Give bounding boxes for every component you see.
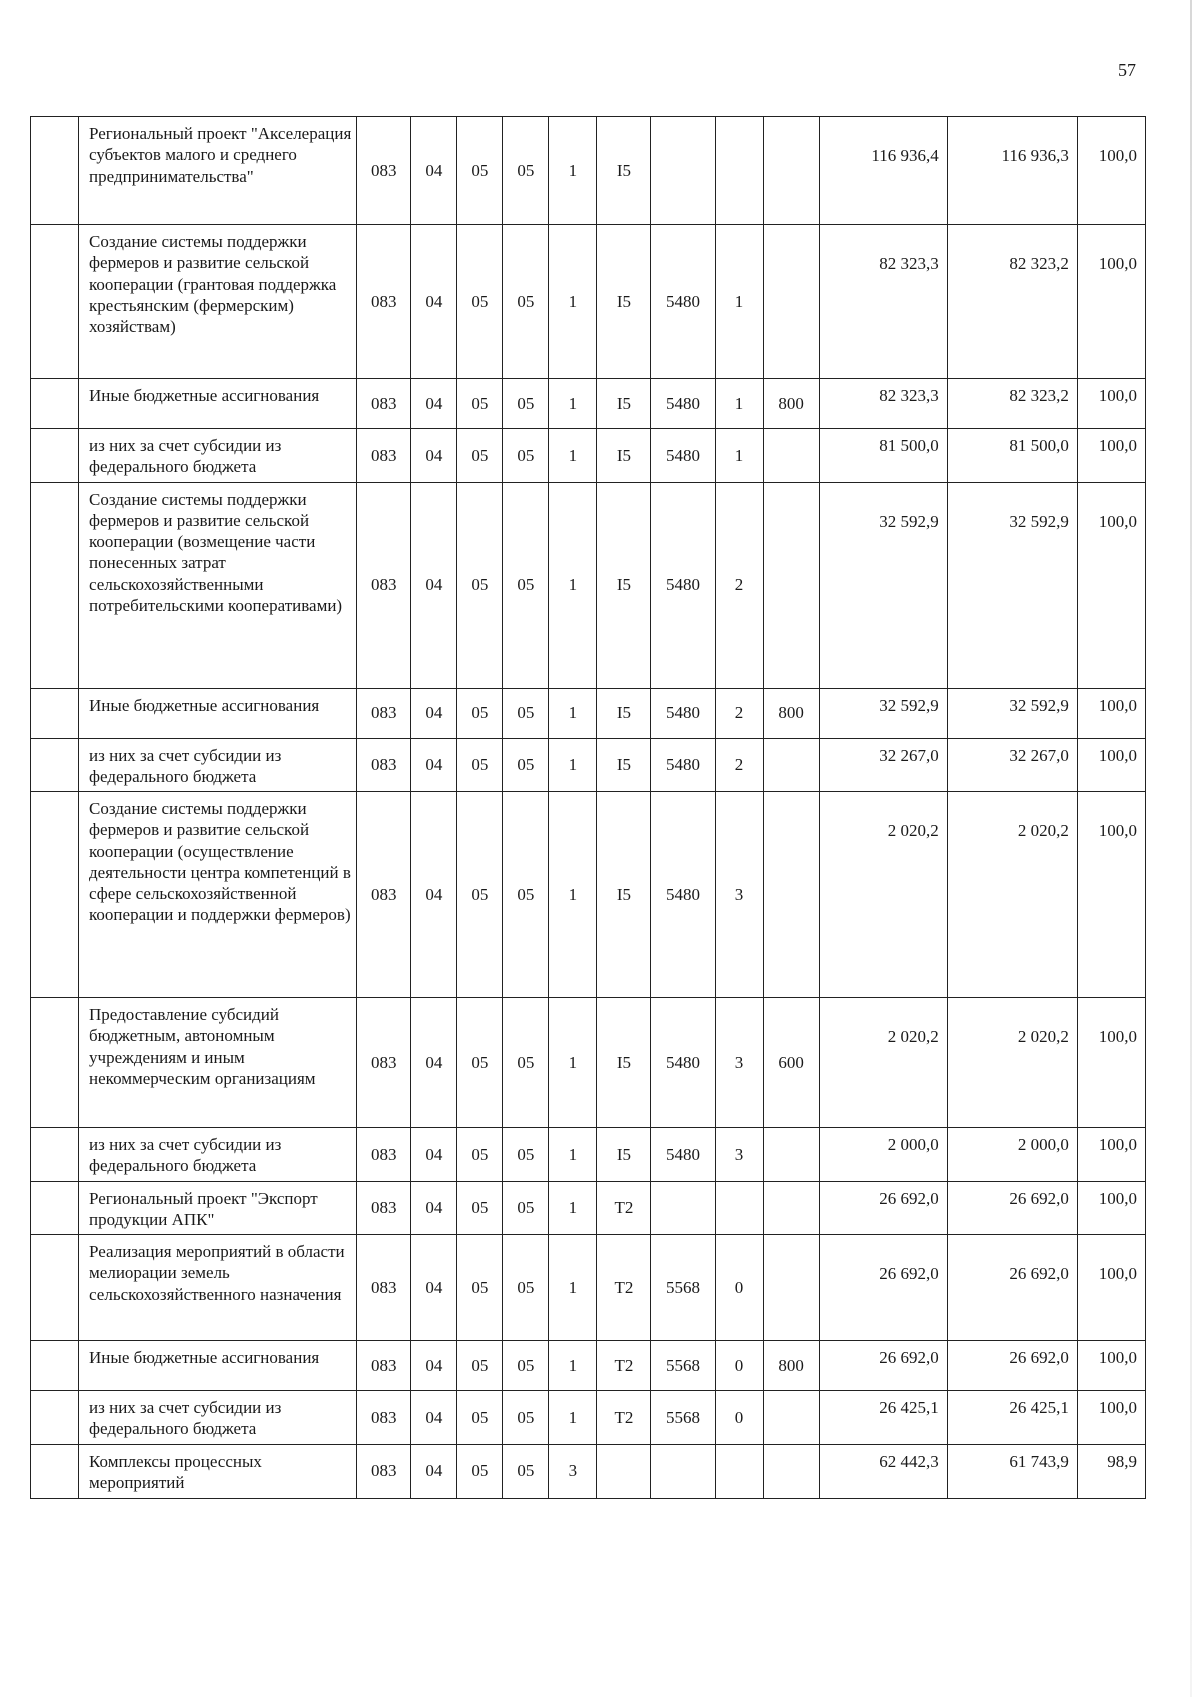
cell-percent: 100,0: [1077, 1128, 1145, 1182]
cell-code-9: 800: [763, 379, 819, 429]
cell-fact: 26 425,1: [947, 1391, 1077, 1445]
cell-code-9: 600: [763, 998, 819, 1128]
cell-blank: [31, 792, 79, 998]
cell-name: Иные бюджетные ассигнования: [79, 688, 357, 738]
cell-code-4: 05: [503, 998, 549, 1128]
cell-plan: 26 692,0: [819, 1235, 947, 1341]
cell-code-7: 5480: [651, 738, 715, 792]
cell-code-4: 05: [503, 1128, 549, 1182]
cell-percent: 100,0: [1077, 482, 1145, 688]
cell-code-2: 04: [411, 792, 457, 998]
cell-code-4: 05: [503, 1391, 549, 1445]
cell-code-9: 800: [763, 688, 819, 738]
cell-blank: [31, 1391, 79, 1445]
table-row: [31, 792, 1146, 998]
cell-code-1: 083: [357, 379, 411, 429]
cell-code-5: 1: [549, 688, 597, 738]
cell-code-2: 04: [411, 482, 457, 688]
cell-code-5: 1: [549, 998, 597, 1128]
cell-code-7: 5480: [651, 792, 715, 998]
cell-code-5: 1: [549, 379, 597, 429]
cell-code-8: 3: [715, 792, 763, 998]
cell-code-8: 1: [715, 429, 763, 483]
cell-code-3: 05: [457, 792, 503, 998]
table-row: [31, 1181, 1146, 1235]
table-row: [31, 429, 1146, 483]
table-row: [31, 1341, 1146, 1391]
cell-code-8: 2: [715, 482, 763, 688]
cell-code-5: 1: [549, 1181, 597, 1235]
cell-code-3: 05: [457, 482, 503, 688]
cell-code-7: 5480: [651, 998, 715, 1128]
cell-code-7: 5480: [651, 688, 715, 738]
cell-percent: 100,0: [1077, 792, 1145, 998]
cell-fact: 116 936,3: [947, 117, 1077, 225]
cell-code-8: [715, 117, 763, 225]
cell-percent: 100,0: [1077, 998, 1145, 1128]
cell-code-2: 04: [411, 1128, 457, 1182]
cell-code-6: I5: [597, 738, 651, 792]
cell-code-9: [763, 1444, 819, 1498]
cell-code-6: T2: [597, 1181, 651, 1235]
cell-percent: 100,0: [1077, 225, 1145, 379]
cell-name: Реализация мероприятий в области мелиорации земель сельскохозяйственного назначения: [79, 1235, 357, 1341]
cell-plan: 26 692,0: [819, 1181, 947, 1235]
cell-code-4: 05: [503, 1444, 549, 1498]
cell-name: Иные бюджетные ассигнования: [79, 1341, 357, 1391]
cell-code-2: 04: [411, 998, 457, 1128]
cell-fact: 2 020,2: [947, 998, 1077, 1128]
cell-code-5: 1: [549, 429, 597, 483]
cell-code-7: 5480: [651, 379, 715, 429]
cell-code-8: 1: [715, 225, 763, 379]
cell-code-9: [763, 1391, 819, 1445]
cell-percent: 100,0: [1077, 379, 1145, 429]
cell-blank: [31, 1235, 79, 1341]
cell-code-9: [763, 117, 819, 225]
cell-fact: 61 743,9: [947, 1444, 1077, 1498]
cell-name: Региональный проект "Акселерация субъектов малого и среднего предпринимательства": [79, 117, 357, 225]
cell-code-8: [715, 1181, 763, 1235]
cell-code-6: I5: [597, 117, 651, 225]
cell-fact: 32 592,9: [947, 482, 1077, 688]
cell-blank: [31, 379, 79, 429]
cell-plan: 82 323,3: [819, 379, 947, 429]
cell-plan: 32 592,9: [819, 688, 947, 738]
cell-fact: 82 323,2: [947, 225, 1077, 379]
cell-code-1: 083: [357, 1444, 411, 1498]
cell-fact: 82 323,2: [947, 379, 1077, 429]
cell-code-8: 3: [715, 1128, 763, 1182]
cell-percent: 100,0: [1077, 117, 1145, 225]
cell-plan: 26 425,1: [819, 1391, 947, 1445]
cell-code-4: 05: [503, 225, 549, 379]
cell-code-9: [763, 225, 819, 379]
cell-code-7: 5480: [651, 429, 715, 483]
cell-code-7: 5480: [651, 482, 715, 688]
cell-code-1: 083: [357, 429, 411, 483]
cell-name: из них за счет субсидии из федерального бюджета: [79, 738, 357, 792]
cell-percent: 100,0: [1077, 1235, 1145, 1341]
cell-plan: 2 000,0: [819, 1128, 947, 1182]
cell-name: из них за счет субсидии из федерального бюджета: [79, 1128, 357, 1182]
cell-plan: 82 323,3: [819, 225, 947, 379]
page-number: 57: [1118, 60, 1136, 80]
cell-code-5: 1: [549, 1341, 597, 1391]
cell-code-6: I5: [597, 998, 651, 1128]
cell-code-7: 5568: [651, 1235, 715, 1341]
cell-code-7: [651, 1181, 715, 1235]
cell-code-4: 05: [503, 792, 549, 998]
table-row: [31, 117, 1146, 225]
cell-plan: 116 936,4: [819, 117, 947, 225]
cell-code-3: 05: [457, 1341, 503, 1391]
cell-blank: [31, 117, 79, 225]
cell-code-9: [763, 1235, 819, 1341]
cell-name: из них за счет субсидии из федерального бюджета: [79, 429, 357, 483]
cell-code-8: 2: [715, 738, 763, 792]
cell-code-5: 1: [549, 792, 597, 998]
cell-name: Создание системы поддержки фермеров и развитие сельской кооперации (осуществление деятельности центра компетенций в сфере сельскохозяйственной кооперации и поддержки фермеров): [79, 792, 357, 998]
cell-code-4: 05: [503, 117, 549, 225]
cell-code-2: 04: [411, 1444, 457, 1498]
cell-code-5: 1: [549, 482, 597, 688]
cell-code-6: T2: [597, 1341, 651, 1391]
cell-code-4: 05: [503, 429, 549, 483]
cell-code-1: 083: [357, 1341, 411, 1391]
cell-code-9: [763, 1181, 819, 1235]
cell-code-6: I5: [597, 482, 651, 688]
cell-code-8: 0: [715, 1235, 763, 1341]
cell-code-1: 083: [357, 1391, 411, 1445]
cell-code-2: 04: [411, 1341, 457, 1391]
cell-code-3: 05: [457, 1181, 503, 1235]
cell-code-5: 1: [549, 1391, 597, 1445]
cell-code-1: 083: [357, 688, 411, 738]
cell-code-4: 05: [503, 738, 549, 792]
cell-code-3: 05: [457, 688, 503, 738]
cell-code-3: 05: [457, 1391, 503, 1445]
cell-code-5: 1: [549, 1128, 597, 1182]
cell-percent: 98,9: [1077, 1444, 1145, 1498]
cell-code-2: 04: [411, 688, 457, 738]
cell-blank: [31, 1444, 79, 1498]
cell-blank: [31, 998, 79, 1128]
cell-code-2: 04: [411, 429, 457, 483]
table-row: [31, 738, 1146, 792]
cell-code-3: 05: [457, 738, 503, 792]
cell-code-4: 05: [503, 1341, 549, 1391]
cell-percent: 100,0: [1077, 1181, 1145, 1235]
cell-plan: 32 267,0: [819, 738, 947, 792]
cell-code-5: 1: [549, 117, 597, 225]
cell-code-4: 05: [503, 1235, 549, 1341]
cell-code-8: 0: [715, 1391, 763, 1445]
cell-code-7: 5568: [651, 1341, 715, 1391]
cell-code-2: 04: [411, 379, 457, 429]
cell-code-7: 5568: [651, 1391, 715, 1445]
cell-code-3: 05: [457, 998, 503, 1128]
cell-fact: 2 000,0: [947, 1128, 1077, 1182]
cell-blank: [31, 225, 79, 379]
cell-name: Иные бюджетные ассигнования: [79, 379, 357, 429]
cell-code-9: [763, 429, 819, 483]
cell-code-6: I5: [597, 379, 651, 429]
cell-code-6: I5: [597, 688, 651, 738]
cell-code-1: 083: [357, 1181, 411, 1235]
cell-code-5: 1: [549, 225, 597, 379]
cell-percent: 100,0: [1077, 1391, 1145, 1445]
cell-fact: 26 692,0: [947, 1181, 1077, 1235]
cell-code-7: 5480: [651, 225, 715, 379]
cell-code-4: 05: [503, 1181, 549, 1235]
table-row: [31, 379, 1146, 429]
cell-code-7: [651, 1444, 715, 1498]
cell-plan: 2 020,2: [819, 792, 947, 998]
cell-fact: 2 020,2: [947, 792, 1077, 998]
cell-code-1: 083: [357, 1128, 411, 1182]
cell-code-9: [763, 482, 819, 688]
cell-code-1: 083: [357, 998, 411, 1128]
cell-code-1: 083: [357, 225, 411, 379]
cell-code-8: [715, 1444, 763, 1498]
cell-plan: 62 442,3: [819, 1444, 947, 1498]
cell-code-1: 083: [357, 738, 411, 792]
cell-fact: 26 692,0: [947, 1235, 1077, 1341]
cell-percent: 100,0: [1077, 1341, 1145, 1391]
cell-code-2: 04: [411, 738, 457, 792]
cell-code-8: 0: [715, 1341, 763, 1391]
cell-code-2: 04: [411, 225, 457, 379]
table-row: [31, 998, 1146, 1128]
cell-plan: 32 592,9: [819, 482, 947, 688]
cell-code-1: 083: [357, 792, 411, 998]
cell-code-6: I5: [597, 225, 651, 379]
cell-code-1: 083: [357, 482, 411, 688]
table-row: [31, 688, 1146, 738]
budget-table: [30, 116, 1146, 1499]
cell-code-9: [763, 792, 819, 998]
cell-code-3: 05: [457, 117, 503, 225]
cell-plan: 81 500,0: [819, 429, 947, 483]
cell-plan: 26 692,0: [819, 1341, 947, 1391]
cell-code-3: 05: [457, 379, 503, 429]
cell-blank: [31, 482, 79, 688]
cell-blank: [31, 429, 79, 483]
cell-fact: 26 692,0: [947, 1341, 1077, 1391]
cell-name: Комплексы процессных мероприятий: [79, 1444, 357, 1498]
cell-blank: [31, 1341, 79, 1391]
cell-code-3: 05: [457, 1235, 503, 1341]
cell-percent: 100,0: [1077, 738, 1145, 792]
cell-plan: 2 020,2: [819, 998, 947, 1128]
cell-code-9: [763, 1128, 819, 1182]
cell-name: Региональный проект "Экспорт продукции АПК": [79, 1181, 357, 1235]
cell-percent: 100,0: [1077, 429, 1145, 483]
cell-code-3: 05: [457, 225, 503, 379]
table-row: [31, 1128, 1146, 1182]
cell-code-6: T2: [597, 1391, 651, 1445]
table-row: [31, 1391, 1146, 1445]
cell-code-1: 083: [357, 1235, 411, 1341]
cell-code-5: 1: [549, 1235, 597, 1341]
cell-blank: [31, 1181, 79, 1235]
table-row: [31, 225, 1146, 379]
cell-name: Создание системы поддержки фермеров и развитие сельской кооперации (грантовая поддержка крестьянским (фермерским) хозяйствам): [79, 225, 357, 379]
cell-code-5: 3: [549, 1444, 597, 1498]
cell-fact: 32 267,0: [947, 738, 1077, 792]
cell-percent: 100,0: [1077, 688, 1145, 738]
cell-code-2: 04: [411, 1235, 457, 1341]
table-row: [31, 482, 1146, 688]
cell-code-8: 2: [715, 688, 763, 738]
cell-fact: 81 500,0: [947, 429, 1077, 483]
cell-code-7: 5480: [651, 1128, 715, 1182]
cell-code-3: 05: [457, 1444, 503, 1498]
table-body: [31, 117, 1146, 1499]
cell-code-6: I5: [597, 1128, 651, 1182]
cell-fact: 32 592,9: [947, 688, 1077, 738]
cell-name: Создание системы поддержки фермеров и развитие сельской кооперации (возмещение части понесенных затрат сельскохозяйственными потребительскими кооперативами): [79, 482, 357, 688]
table-row: [31, 1235, 1146, 1341]
cell-code-1: 083: [357, 117, 411, 225]
cell-code-8: 3: [715, 998, 763, 1128]
cell-code-6: I5: [597, 792, 651, 998]
cell-name: Предоставление субсидий бюджетным, автономным учреждениям и иным некоммерческим организациям: [79, 998, 357, 1128]
cell-code-3: 05: [457, 1128, 503, 1182]
cell-code-2: 04: [411, 1391, 457, 1445]
table-row: [31, 1444, 1146, 1498]
cell-code-8: 1: [715, 379, 763, 429]
cell-code-4: 05: [503, 688, 549, 738]
cell-blank: [31, 688, 79, 738]
cell-name: из них за счет субсидии из федерального бюджета: [79, 1391, 357, 1445]
cell-code-3: 05: [457, 429, 503, 483]
cell-code-6: [597, 1444, 651, 1498]
cell-code-2: 04: [411, 1181, 457, 1235]
cell-blank: [31, 1128, 79, 1182]
cell-code-2: 04: [411, 117, 457, 225]
cell-code-6: I5: [597, 429, 651, 483]
cell-code-9: [763, 738, 819, 792]
cell-code-4: 05: [503, 379, 549, 429]
cell-code-5: 1: [549, 738, 597, 792]
cell-blank: [31, 738, 79, 792]
cell-code-6: T2: [597, 1235, 651, 1341]
cell-code-7: [651, 117, 715, 225]
cell-code-9: 800: [763, 1341, 819, 1391]
cell-code-4: 05: [503, 482, 549, 688]
scan-edge: [1190, 0, 1192, 1697]
